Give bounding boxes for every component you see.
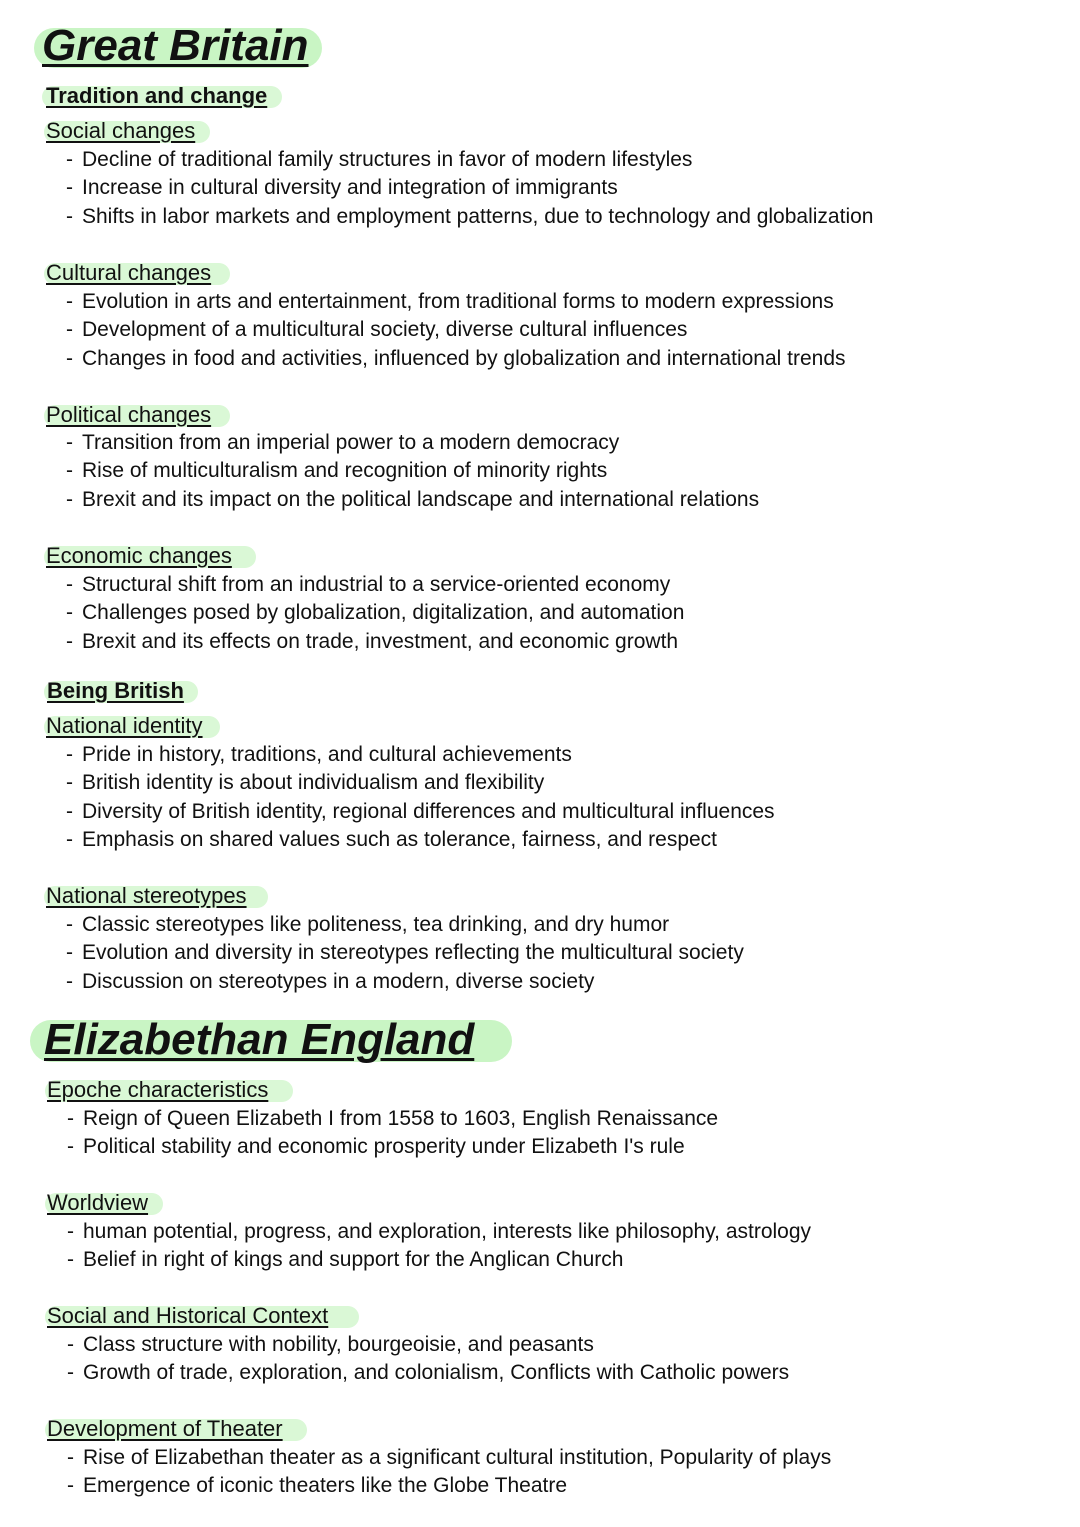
bullet-dash: - (66, 346, 73, 370)
list-item (66, 599, 684, 627)
bullet-dash: - (66, 827, 73, 851)
bullet-dash: - (67, 1446, 74, 1469)
list-item (67, 1133, 718, 1161)
list-item (67, 1246, 811, 1274)
list-item-text: Classic stereotypes like politeness, tea drinking, and dry humor (82, 913, 670, 936)
bullet-dash: - (66, 431, 73, 454)
heading-cultural-changes: Cultural changes (46, 260, 212, 285)
list-item-text: Transition from an imperial power to a modern democracy (82, 431, 620, 454)
list-item (66, 826, 775, 854)
bullet-dash: - (66, 204, 73, 228)
list-item-text: Decline of traditional family structures in favor of modern lifestyles (82, 148, 693, 171)
list-item (66, 288, 846, 316)
bullet-list-epoche-characteristics (67, 1105, 718, 1162)
bullet-dash: - (66, 913, 73, 936)
bullet-dash: - (67, 1361, 74, 1385)
heading-worldview: Worldview (47, 1190, 149, 1215)
list-item-text: Brexit and its impact on the political landscape and international relations (82, 487, 760, 511)
list-item (66, 316, 846, 344)
bullet-dash: - (66, 176, 73, 200)
list-item-text: Changes in food and activities, influenced by globalization and international trends (82, 346, 846, 370)
bullet-dash: - (67, 1220, 74, 1243)
heading-national-stereotypes: National stereotypes (46, 883, 247, 908)
bullet-list-economic-changes (66, 571, 684, 656)
bullet-dash: - (67, 1474, 74, 1498)
list-item-text: Rise of Elizabethan theater as a significant cultural institution, Popularity of plays (83, 1446, 832, 1469)
list-item (66, 939, 744, 967)
bullet-dash: - (66, 771, 73, 795)
list-item-text: Reign of Queen Elizabeth I from 1558 to 1603, English Renaissance (83, 1107, 719, 1130)
list-item-text: Class structure with nobility, bourgeoisie, and peasants (83, 1333, 594, 1356)
bullet-dash: - (67, 1333, 74, 1356)
bullet-dash: - (66, 601, 73, 625)
bullet-dash: - (66, 573, 73, 596)
bullet-list-national-stereotypes (66, 911, 744, 996)
heading-epoche-characteristics: Epoche characteristics (47, 1077, 269, 1102)
list-item-text: Structural shift from an industrial to a service-oriented economy (82, 573, 671, 596)
bullet-dash: - (66, 743, 73, 766)
list-item-text: Evolution in arts and entertainment, from traditional forms to modern expressions (82, 290, 834, 313)
bullet-dash: - (66, 969, 73, 993)
bullet-dash: - (66, 629, 73, 653)
list-item (66, 769, 775, 797)
list-item-text: British identity is about individualism and flexibility (82, 771, 545, 795)
heading-economic-changes: Economic changes (46, 543, 232, 568)
bullet-list-political-changes (66, 429, 759, 514)
list-item (66, 486, 759, 514)
subsection-title-being-british: Being British (47, 678, 184, 703)
list-item (67, 1359, 789, 1387)
heading-development-of-theater: Development of Theater (47, 1416, 283, 1441)
list-item (66, 429, 759, 457)
list-item-text: Political stability and economic prosperity under Elizabeth I's rule (83, 1135, 685, 1159)
bullet-list-national-identity (66, 741, 775, 854)
list-item (66, 457, 759, 485)
bullet-list-cultural-changes (66, 288, 846, 373)
list-item (66, 571, 684, 599)
list-item (66, 968, 744, 996)
list-item-text: Rise of multiculturalism and recognition of minority rights (82, 459, 608, 483)
list-item (67, 1331, 789, 1359)
bullet-dash: - (67, 1135, 74, 1159)
list-item (66, 628, 684, 656)
bullet-dash: - (67, 1248, 74, 1272)
list-item (66, 911, 744, 939)
list-item (67, 1472, 831, 1500)
bullet-dash: - (66, 459, 73, 483)
heading-social-and-historical-context: Social and Historical Context (47, 1303, 329, 1328)
list-item (67, 1444, 831, 1472)
list-item-text: human potential, progress, and exploration, interests like philosophy, astrology (83, 1220, 812, 1243)
list-item (67, 1218, 811, 1246)
list-item-text: Discussion on stereotypes in a modern, diverse society (82, 969, 595, 993)
list-item (66, 203, 873, 231)
bullet-list-development-of-theater (67, 1444, 831, 1501)
bullet-dash: - (66, 148, 73, 171)
list-item-text: Development of a multicultural society, diverse cultural influences (82, 318, 688, 342)
list-item-text: Brexit and its effects on trade, investment, and economic growth (82, 629, 679, 653)
bullet-dash: - (66, 318, 73, 342)
bullet-list-social-and-historical-context (67, 1331, 789, 1388)
list-item (66, 345, 846, 373)
list-item-text: Growth of trade, exploration, and colonialism, Conflicts with Catholic powers (83, 1361, 790, 1385)
list-item (66, 146, 873, 174)
list-item-text: Belief in right of kings and support for the Anglican Church (83, 1248, 624, 1272)
list-item (66, 174, 873, 202)
bullet-list-worldview (67, 1218, 811, 1275)
bullet-dash: - (66, 290, 73, 313)
list-item-text: Shifts in labor markets and employment patterns, due to technology and globalization (82, 204, 874, 228)
section-title-elizabethan-england: Elizabethan England (44, 1015, 475, 1064)
list-item-text: Emphasis on shared values such as tolerance, fairness, and respect (82, 827, 718, 851)
list-item (66, 741, 775, 769)
section-title-great-britain: Great Britain (42, 21, 309, 70)
bullet-list-social-changes (66, 146, 873, 231)
heading-social-changes: Social changes (46, 118, 196, 143)
bullet-dash: - (66, 487, 73, 511)
heading-political-changes: Political changes (46, 402, 212, 427)
list-item (67, 1105, 718, 1133)
list-item-text: Pride in history, traditions, and cultural achievements (82, 743, 572, 766)
list-item-text: Challenges posed by globalization, digitalization, and automation (82, 601, 685, 625)
list-item-text: Evolution and diversity in stereotypes reflecting the multicultural society (82, 941, 744, 965)
bullet-dash: - (67, 1107, 74, 1130)
list-item-text: Diversity of British identity, regional differences and multicultural influences (82, 799, 775, 823)
list-item-text: Emergence of iconic theaters like the Globe Theatre (83, 1474, 568, 1498)
list-item (66, 798, 775, 826)
bullet-dash: - (66, 941, 73, 965)
list-item-text: Increase in cultural diversity and integration of immigrants (82, 176, 618, 200)
bullet-dash: - (66, 799, 73, 823)
heading-national-identity: National identity (46, 713, 203, 738)
subsection-title-tradition-and-change: Tradition and change (46, 83, 268, 108)
